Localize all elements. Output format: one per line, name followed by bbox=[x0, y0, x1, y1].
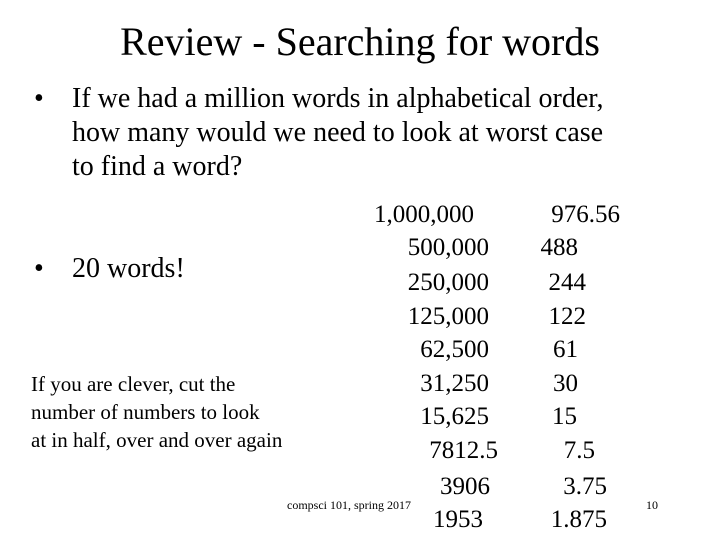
halving-value: 61 bbox=[553, 336, 578, 363]
halving-value: 125,000 bbox=[407, 303, 489, 330]
slide-number: 10 bbox=[646, 498, 658, 512]
halving-value: 30 bbox=[553, 370, 578, 397]
hint-note bbox=[31, 370, 282, 454]
question-line-1: If we had a million words in alphabetical order, bbox=[72, 83, 604, 114]
note-line-1: If you are clever, cut the bbox=[31, 372, 236, 396]
halving-value: 62,500 bbox=[420, 336, 489, 363]
halving-value: 1.875 bbox=[550, 506, 607, 533]
halving-value: 250,000 bbox=[407, 269, 489, 296]
halving-value: 976.56 bbox=[551, 201, 620, 228]
question-line-3: to find a word? bbox=[72, 151, 243, 182]
slide-title: Review - Searching for words bbox=[120, 19, 600, 64]
halving-value: 1,000,000 bbox=[374, 201, 474, 228]
bullet-answer bbox=[34, 252, 185, 286]
question-line-2: how many would we need to look at worst case bbox=[72, 117, 604, 148]
answer-text: 20 words! bbox=[72, 253, 185, 284]
halving-value: 31,250 bbox=[420, 370, 489, 397]
halving-value: 244 bbox=[548, 269, 586, 296]
note-line-3: at in half, over and over again bbox=[31, 428, 283, 452]
halving-value: 15 bbox=[552, 403, 577, 430]
halving-value: 7.5 bbox=[563, 437, 595, 464]
halving-value: 122 bbox=[548, 303, 586, 330]
halving-value: 488 bbox=[540, 234, 578, 261]
halving-value: 3906 bbox=[440, 473, 490, 500]
bullet-dot: • bbox=[34, 253, 44, 284]
slide-footer: compsci 101, spring 2017 bbox=[287, 498, 411, 512]
note-line-2: number of numbers to look bbox=[31, 400, 260, 424]
bullet-question bbox=[34, 82, 712, 184]
bullet-dot: • bbox=[34, 83, 44, 114]
halving-value: 15,625 bbox=[420, 403, 489, 430]
halving-value: 7812.5 bbox=[429, 437, 498, 464]
halving-value: 1953 bbox=[433, 506, 483, 533]
halving-value: 500,000 bbox=[407, 234, 489, 261]
halving-value: 3.75 bbox=[563, 473, 607, 500]
